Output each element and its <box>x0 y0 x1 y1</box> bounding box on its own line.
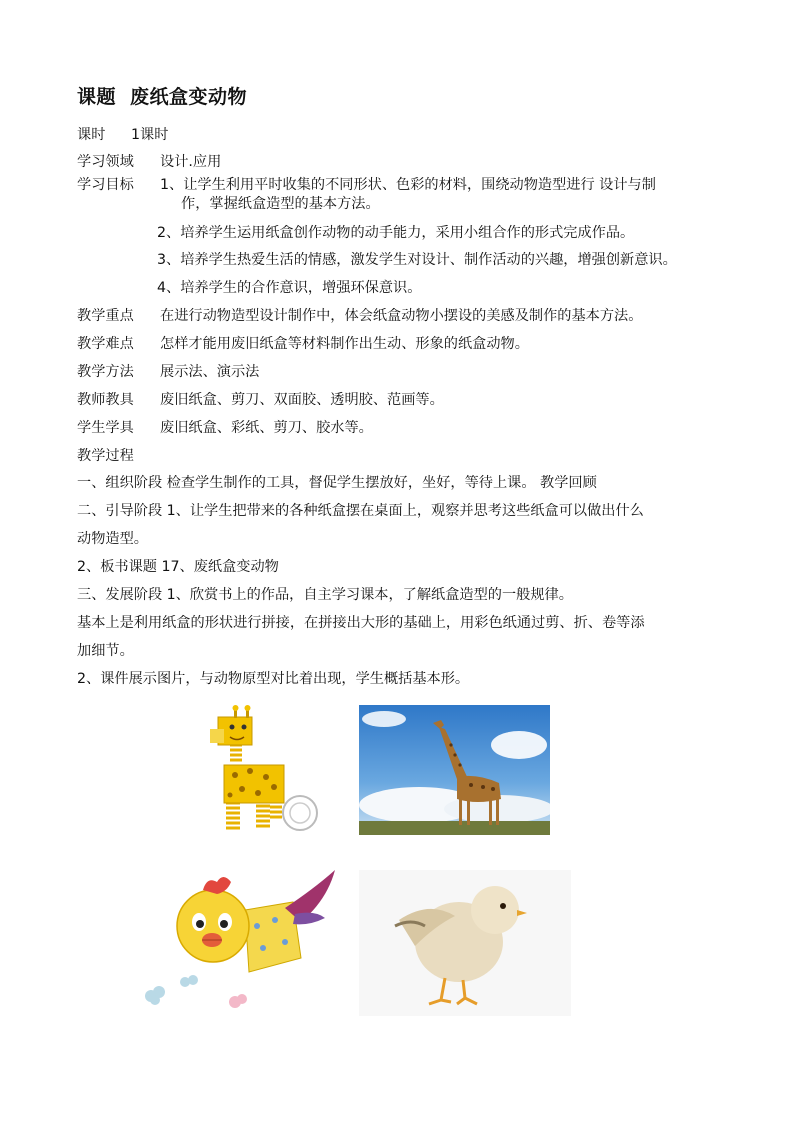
teacher-tools-value: 废旧纸盒、剪刀、双面胶、透明胶、范画等。 <box>160 392 444 408</box>
process-line-4: 2、板书课题 17、废纸盒变动物 <box>77 559 279 575</box>
student-tools-value: 废旧纸盒、彩纸、剪刀、胶水等。 <box>160 420 373 436</box>
goals-label: 学习目标 <box>77 177 134 193</box>
process-line-8: 2、课件展示图片，与动物原型对比着出现，学生概括基本形。 <box>77 671 470 687</box>
process-label: 教学过程 <box>77 448 134 464</box>
goal-line-3: 3、培养学生热爱生活的情感，激发学生对设计、制作活动的兴趣，增强创新意识。 <box>157 252 677 268</box>
student-tools-label: 学生学具 <box>77 420 134 436</box>
lesson-hours-label: 课时 <box>77 127 106 143</box>
process-line-1: 一、组织阶段 检查学生制作的工具，督促学生摆放好，坐好，等待上课。 教学回顾 <box>77 475 597 491</box>
domain-label: 学习领域 <box>77 154 134 170</box>
chick-photo <box>359 870 571 1016</box>
goal-line-1: 1、让学生利用平时收集的不同形状、色彩的材料，围绕动物造型进行 设计与制 <box>160 177 656 193</box>
title-label: 课题 <box>77 86 117 108</box>
document-title <box>77 86 247 108</box>
paper-chick-image <box>135 868 340 1013</box>
process-line-3: 动物造型。 <box>77 531 148 547</box>
key-point-value: 在进行动物造型设计制作中，体会纸盒动物小摆设的美感及制作的基本方法。 <box>160 308 643 324</box>
process-line-6: 基本上是利用纸盒的形状进行拼接，在拼接出大形的基础上，用彩色纸通过剪、折、卷等添 <box>77 615 645 631</box>
process-line-2: 二、引导阶段 1、让学生把带来的各种纸盒摆在桌面上，观察并思考这些纸盒可以做出什么 <box>77 503 644 519</box>
title-text: 废纸盒变动物 <box>130 86 248 108</box>
method-label: 教学方法 <box>77 364 134 380</box>
goal-line-4: 4、培养学生的合作意识，增强环保意识。 <box>157 280 422 296</box>
giraffe-photo <box>359 705 550 835</box>
key-point-label: 教学重点 <box>77 308 134 324</box>
process-line-7: 加细节。 <box>77 643 134 659</box>
difficulty-label: 教学难点 <box>77 336 134 352</box>
teacher-tools-label: 教师教具 <box>77 392 134 408</box>
process-line-5: 三、发展阶段 1、欣赏书上的作品，自主学习课本，了解纸盒造型的一般规律。 <box>77 587 573 603</box>
paper-giraffe-image <box>200 705 330 835</box>
difficulty-value: 怎样才能用废旧纸盒等材料制作出生动、形象的纸盒动物。 <box>160 336 529 352</box>
lesson-hours-value: 1课时 <box>131 127 169 143</box>
goal-line-1b: 作，掌握纸盒造型的基本方法。 <box>181 196 380 212</box>
method-value: 展示法、演示法 <box>160 364 260 380</box>
goal-line-2: 2、培养学生运用纸盒创作动物的动手能力，采用小组合作的形式完成作品。 <box>157 225 635 241</box>
domain-value: 设计.应用 <box>160 154 222 170</box>
